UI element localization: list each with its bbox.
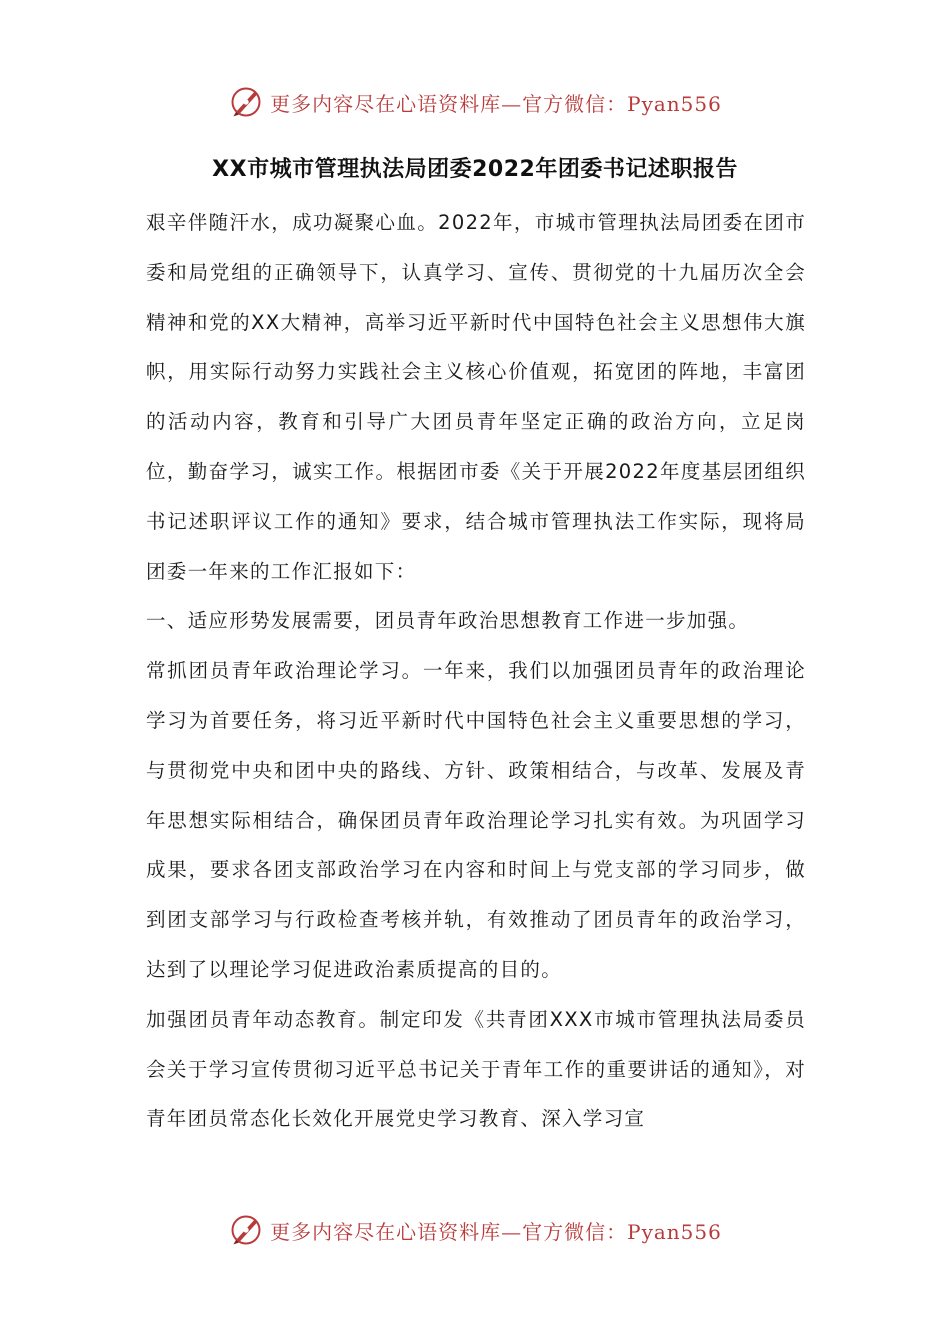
watermark-text: 更多内容尽在心语资料库—官方微信：Pyan556 [270,1219,722,1244]
paragraph-dynamic-education: 加强团员青年动态教育。制定印发《共青团XXX市城市管理执法局委员会关于学习宣传贯彻习近平总书记关于青年工作的重要讲话的通知》，对青年团员常态化长效化开展党史学习教育、深入学习宣 [146,1007,806,1131]
watermark-text: 更多内容尽在心语资料库—官方微信：Pyan556 [270,91,722,116]
pen-logo-icon [228,1212,264,1248]
document-title: XX市城市管理执法局团委2022年团委书记述职报告 [212,157,738,182]
paragraph-intro: 艰辛伴随汗水，成功凝聚心血。2022年，市城市管理执法局团委在团市委和局党组的正确领导下，认真学习、宣传、贯彻党的十九届历次全会精神和党的XX大精神，高举习近平新时代中国特色社会主义思想伟大旗帜，用实际行动努力实践社会主义核心价值观，拓宽团的阵地，丰富团的活动内容，教育和引导广大团员青年坚定正确的政治方向，立足岗位，勤奋学习，诚实工作。根据团市委《关于开展2022年度基层团组织书记述职评议工作的通知》要求，结合城市管理执法工作实际，现将局团委一年来的工作汇报如下： [146,211,806,583]
footer-watermark [0,1208,950,1252]
pen-logo-icon [228,84,264,120]
document-body [146,198,806,1144]
paragraph-theory-study: 常抓团员青年政治理论学习。一年来，我们以加强团员青年的政治理论学习为首要任务，将习近平新时代中国特色社会主义重要思想的学习，与贯彻党中央和团中央的路线、方针、政策相结合，与改革、发展及青年思想实际相结合，确保团员青年政治理论学习扎实有效。为巩固学习成果，要求各团支部政治学习在内容和时间上与党支部的学习同步，做到团支部学习与行政检查考核并轨，有效推动了团员青年的政治学习，达到了以理论学习促进政治素质提高的目的。 [146,659,806,981]
header-watermark [0,80,950,124]
section-heading-1: 一、适应形势发展需要，团员青年政治思想教育工作进一步加强。 [146,609,750,633]
